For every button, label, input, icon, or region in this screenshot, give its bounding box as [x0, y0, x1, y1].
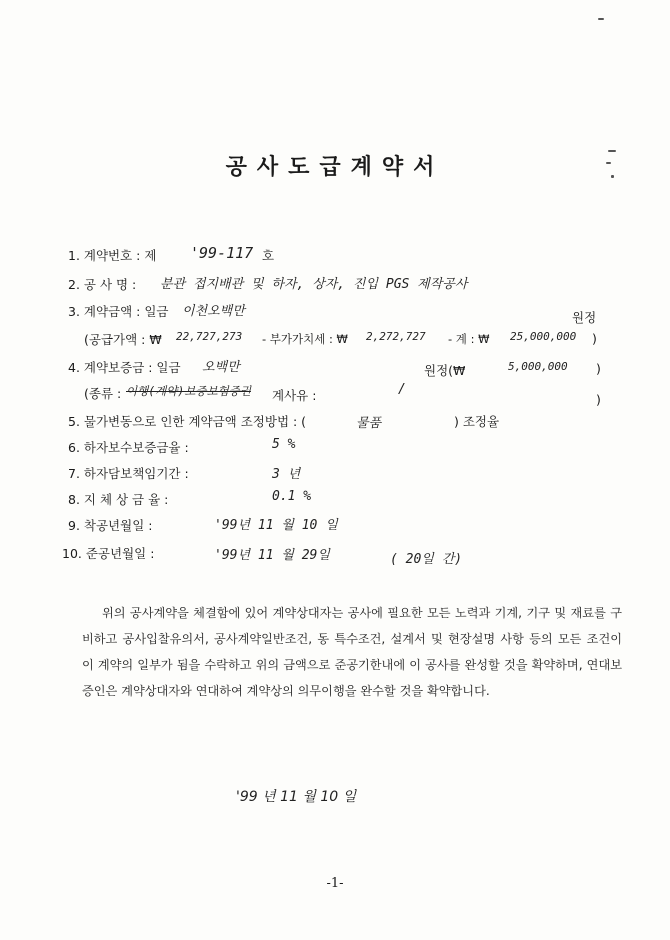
- item-contract-number: [68, 246, 156, 264]
- vat-label: - 부가가치세 : ₩: [262, 332, 348, 346]
- scan-speck: [598, 18, 604, 20]
- item-label: 3. 계약금액 : 일금: [68, 304, 169, 319]
- vat-value: 2,272,727: [366, 330, 426, 343]
- item-label: 5. 물가변동으로 인한 계약금액 조정방법 : (: [68, 414, 307, 429]
- deposit-type-close: ): [596, 392, 601, 407]
- contract-terms-paragraph: 위의 공사계약을 체결함에 있어 계약상대자는 공사에 필요한 모든 노력과 기계, 기구 및 재료를 구비하고 공사입찰유의서, 공사계약일반조건, 동 특수조건, 설계서 및 현장설명 사항 등의 모든 조건이 이 계약의 일부가 됨을 수락하고 위의 금액으로 준공기한내에 이 공사를 완성할 것을 확약하며, 연대보증인은 계약상대자와 연대하여 계약상의 의무이행을 완수할 것을 확약합니다.: [82, 606, 622, 698]
- adjustment-method-value: 물품: [356, 416, 382, 431]
- contract-amount-suffix: 원정: [572, 310, 597, 325]
- item-price-adjustment: [68, 412, 306, 430]
- project-name-value: 분관 접지배관 및 하자, 상자, 진입 PGS 제작공사: [160, 277, 468, 292]
- defect-deposit-rate-value: 5 %: [272, 437, 296, 452]
- total-label: - 계 : ₩: [448, 332, 490, 346]
- contract-number-suffix: 호: [262, 248, 275, 263]
- item-label: 9. 착공년월일 :: [68, 518, 153, 533]
- supply-price-value: 22,727,273: [176, 330, 243, 343]
- deposit-type-value: 이행(계약)보증보험증권: [126, 384, 251, 398]
- item-label: 4. 계약보증금 : 일금: [68, 360, 181, 375]
- item-label: 8. 지 체 상 금 율 :: [68, 492, 169, 507]
- item-defect-liability-period: [68, 464, 189, 482]
- item-start-date: [68, 516, 152, 534]
- delay-penalty-rate-value: 0.1 %: [272, 489, 312, 504]
- item-label: 7. 하자담보책임기간 :: [68, 466, 189, 481]
- deposit-amount-value: 5,000,000: [508, 360, 568, 373]
- supply-price-line: [84, 330, 162, 348]
- document-title: 공사도급계약서: [225, 155, 445, 180]
- item-label: 6. 하자보수보증금율 :: [68, 440, 189, 455]
- item-label: (종류 :: [84, 386, 122, 401]
- item-label: 10. 준공년월일 :: [62, 546, 155, 561]
- deposit-value: 오백만: [202, 360, 240, 375]
- construction-duration: ( 20일 간): [390, 552, 463, 567]
- deposit-close: ): [596, 361, 601, 376]
- item-completion-date: [62, 544, 154, 562]
- item-defect-deposit-rate: [68, 438, 189, 456]
- deposit-won-label: 원정(₩: [424, 363, 466, 378]
- contract-amount-value: 이천오백만: [182, 304, 245, 319]
- total-value: 25,000,000: [510, 330, 577, 343]
- item-label: 2. 공 사 명 :: [68, 277, 137, 292]
- item-contract-deposit: [68, 358, 181, 376]
- page-number: -1-: [326, 876, 344, 891]
- item-label: 1. 계약번호 : 제: [68, 248, 157, 263]
- adjustment-rate-label: ) 조정율: [454, 414, 500, 429]
- item-project-name: [68, 275, 136, 293]
- contract-date: '99 년 11 월 10 일: [236, 789, 357, 805]
- start-date-value: '99년 11 월 10 일: [214, 518, 338, 533]
- item-delay-penalty-rate: [68, 490, 168, 508]
- item-label: (공급가액 : ₩: [84, 332, 162, 347]
- supply-line-close: ): [592, 331, 597, 346]
- defect-liability-period-value: 3 년: [272, 467, 301, 482]
- item-contract-amount: [68, 302, 169, 320]
- exemption-reason-label: 계사유 :: [272, 388, 317, 403]
- exemption-reason-value: /: [398, 382, 406, 397]
- deposit-type-line: [84, 384, 121, 402]
- completion-date-value: '99년 11 월 29일: [214, 548, 330, 563]
- contract-number-value: '99-117: [190, 244, 254, 262]
